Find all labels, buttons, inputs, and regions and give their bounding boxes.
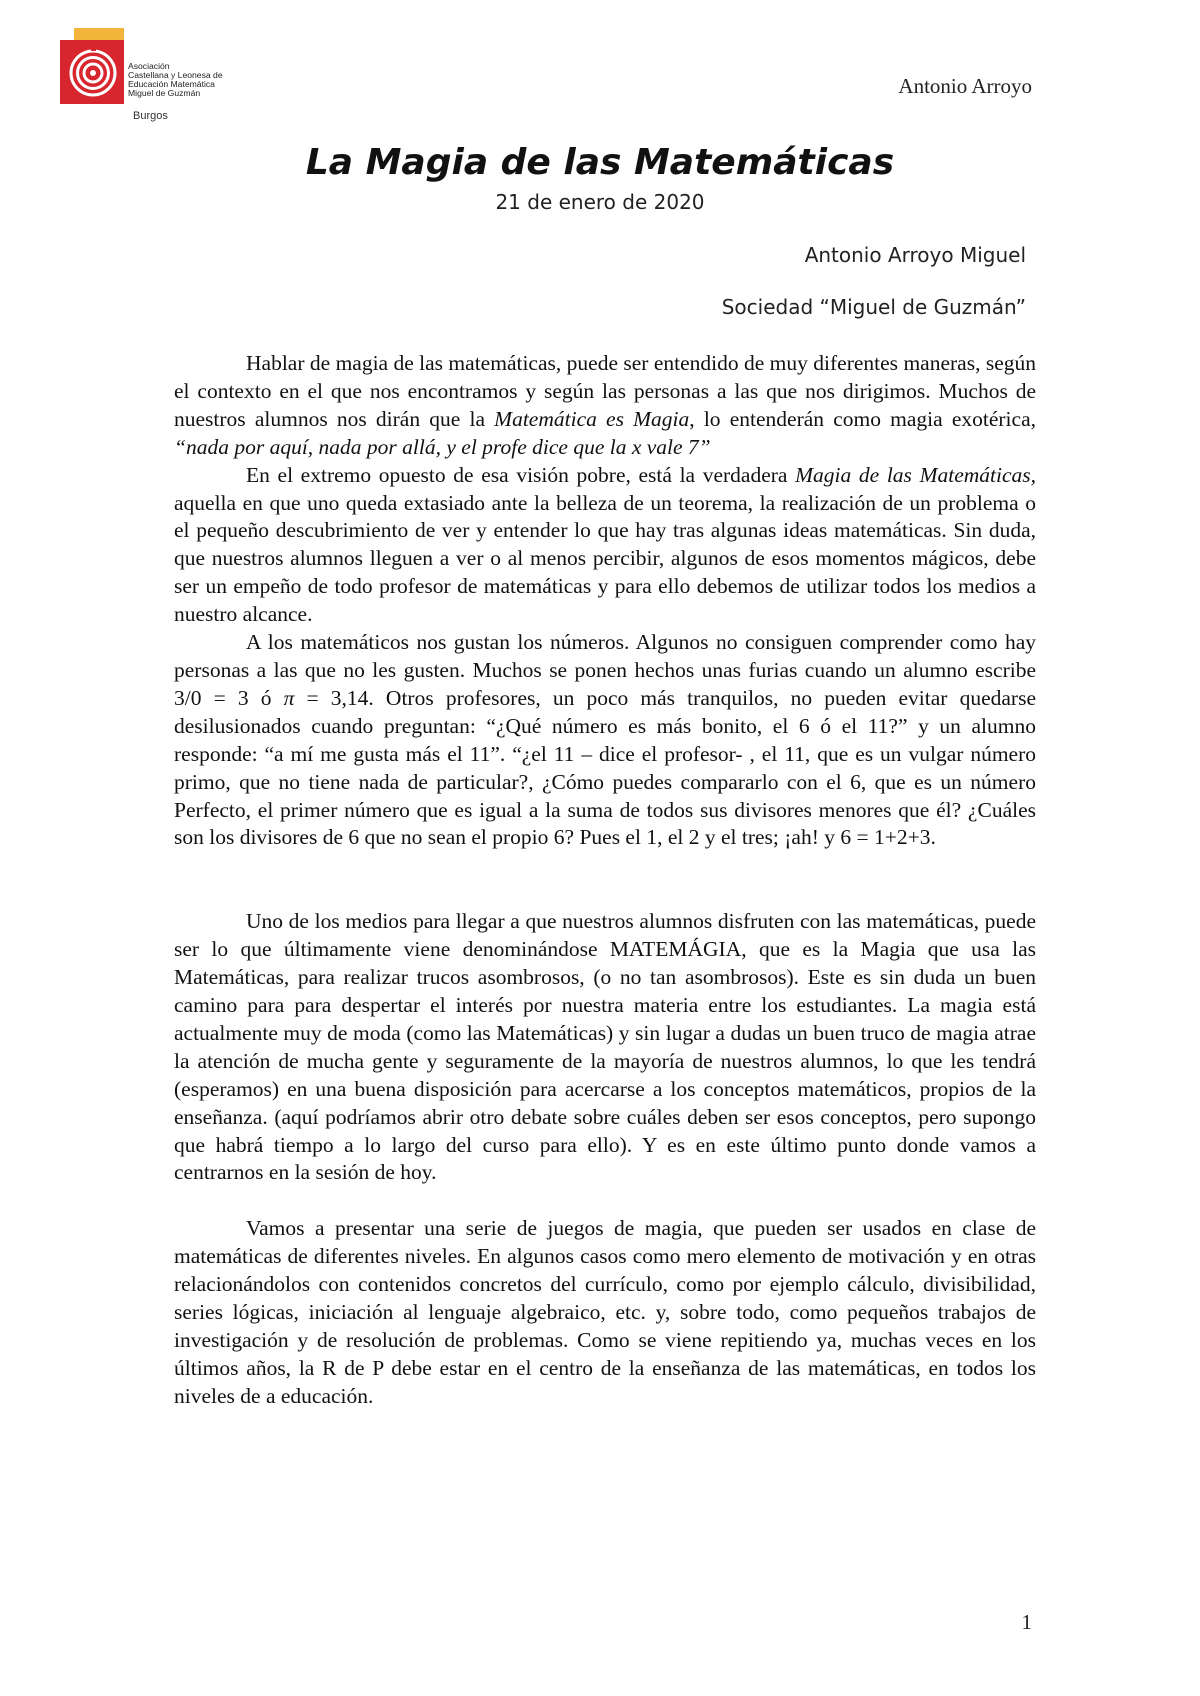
document-body [174,350,1036,1411]
paragraph-5: Vamos a presentar una serie de juegos de magia, que pueden ser usados en clase de matemáticas de diferentes niveles. En algunos casos como mero elemento de motivación y en otras relacionándolos con contenidos concretos del currículo, como por ejemplo cálculo, divisibilidad, series lógicas, iniciación al lenguaje algebraico, etc. y, sobre todo, como pequeños trabajos de investigación y de resolución de problemas. Como se viene repitiendo ya, muchas veces en los últimos años, la R de P debe estar en el centro de la enseñanza de las matemáticas, en todos los niveles de a educación. [174,1216,1036,1408]
logo-association-name: Asociación Castellana y Leonesa de Educación Matemática Miguel de Guzmán [128,61,223,98]
paragraph-spacer [174,1187,1036,1215]
author-name: Antonio Arroyo Miguel [804,243,1026,267]
pi-symbol: π [283,685,295,710]
page-number: 1 [1021,1610,1032,1634]
author-organization: Sociedad “Miguel de Guzmán” [721,295,1026,319]
association-logo [60,28,240,124]
paragraph-1: Hablar de magia de las matemáticas, puede ser entendido de muy diferentes maneras, según el contexto en el que nos encontramos y según las personas a las que nos dirigimos. Muchos de nuestros alumnos nos dirán que la Matemática es Magia, lo entenderán como magia exotérica, “nada por aquí, nada por allá, y el profe dice que la x vale 7” [174,351,1036,459]
logo-city: Burgos [133,110,168,122]
paragraph-2: En el extremo opuesto de esa visión pobre, está la verdadera Magia de las Matemáticas, aquella en que uno queda extasiado ante la belleza de un teorema, la realización de un problema o el pequeño descubrimiento de ver y entender lo que hay tras algunas ideas matemáticas. Sin duda, que nuestros alumnos lleguen a ver o al menos percibir, algunos de esos momentos mágicos, debe ser un empeño de todo profesor de matemáticas y para ello debemos de utilizar todos los medios a nuestro alcance. [174,462,1037,627]
paragraph-3: A los matemáticos nos gustan los números. Algunos no consiguen comprender como hay personas a las que no les gusten. Muchos se ponen hechos unas furias cuando un alumno escribe 3/0 = 3 ó π = 3,14. Otros profesores, un poco más tranquilos, no pueden evitar quedarse desilusionados cuando preguntan: “¿Qué número es más bonito, el 6 ó el 11?” y un alumno responde: “a mí me gusta más el 11”. “¿el 11 – dice el profesor- , el 11, que es un vulgar número primo, que no tiene nada de particular?, ¿Cómo puedes compararlo con el 6, que es un número Perfecto, el primer número que es igual a la suma de todos sus divisores menores que él? ¿Cuáles son los divisores de 6 que no sean el propio 6? Pues el 1, el 2 y el tres; ¡ah! y 6 = 1+2+3. [174,630,1036,850]
spiral-logo-icon [60,28,124,104]
document-title: La Magia de las Matemáticas [305,142,895,183]
document-date: 21 de enero de 2020 [495,190,705,214]
running-header-author: Antonio Arroyo [898,74,1032,98]
paragraph-spacer [174,852,1036,908]
paragraph-4: Uno de los medios para llegar a que nuestros alumnos disfruten con las matemáticas, puede ser lo que últimamente viene denominándose MATEMÁGIA, que es la Magia que usa las Matemáticas, para realizar trucos asombrosos, (o no tan asombrosos). Este es sin duda un buen camino para para despertar el interés por nuestra materia entre los estudiantes. La magia está actualmente muy de moda (como las Matemáticas) y sin lugar a dudas un buen truco de magia atrae la atención de mucha gente y seguramente de la mayoría de nuestros alumnos, lo que les tendrá (esperamos) en una buena disposición para acercarse a los conceptos matemáticos, propios de la enseñanza. (aquí podríamos abrir otro debate sobre cuáles deben ser esos conceptos, pero supongo que habrá tiempo a lo largo del curso para ello). Y es en este último punto donde vamos a centrarnos en la sesión de hoy. [174,909,1036,1185]
